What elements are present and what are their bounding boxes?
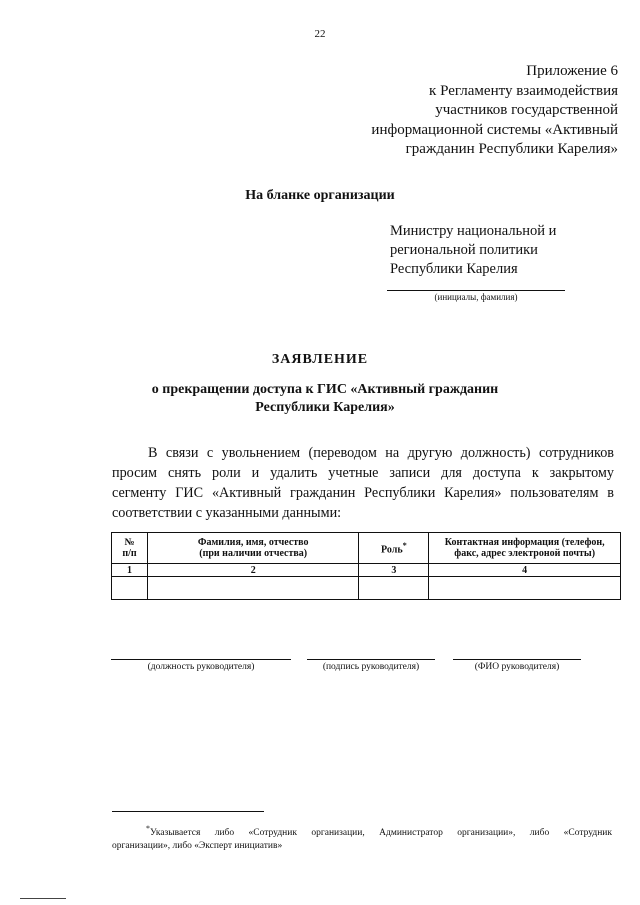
full-name-signature-line <box>453 659 581 660</box>
footnote-mark: * <box>402 541 407 551</box>
body-line: соответствии с указанными данными: <box>112 505 342 521</box>
appendix-line: Приложение 6 <box>526 63 618 79</box>
addressee-block <box>390 222 630 279</box>
position-signature-line <box>111 659 291 660</box>
footnote-text: Указывается либо «Сотрудник организации, Администратор организации», либо «Сотрудник <box>149 828 612 839</box>
body-line: сегменту ГИС «Активный гражданин Республики Карелия» пользователям в <box>112 485 614 501</box>
appendix-line: к Регламенту взаимодействия <box>429 82 618 99</box>
header-contact-info: Контактная информация (телефон, факс, адрес электроной почты) <box>429 533 621 564</box>
appendix-line: гражданин Республики Карелия» <box>405 141 618 157</box>
footnote <box>112 822 612 853</box>
document-subtitle <box>110 381 540 417</box>
signature-line <box>307 659 435 660</box>
body-paragraph <box>112 443 614 523</box>
letterhead-note: На бланке организации <box>245 188 395 203</box>
table-cell <box>429 577 621 600</box>
footnote-text: организации», либо «Эксперт инициатив» <box>112 841 283 852</box>
table-cell: 1 <box>112 564 148 577</box>
table-header-row <box>112 533 621 564</box>
appendix-line: информационной системы «Активный <box>371 121 618 138</box>
users-table <box>111 532 621 600</box>
header-full-name: Фамилия, имя, отчество (при наличии отчества) <box>147 533 359 564</box>
body-line: просим снять роли и удалить учетные записи для доступа к закрытому <box>112 465 614 481</box>
header-role: Роль* <box>359 533 429 564</box>
footnote-mark: * <box>146 824 150 833</box>
table-cell: 2 <box>147 564 359 577</box>
header-number: № п/п <box>112 533 148 564</box>
subtitle-line: Республики Карелия» <box>255 400 395 415</box>
full-name-caption: (ФИО руководителя) <box>474 662 560 672</box>
table-cell <box>147 577 359 600</box>
page-number: 22 <box>314 28 326 40</box>
signature-caption: (подпись руководителя) <box>322 662 420 672</box>
addressee-line: Республики Карелия <box>390 261 518 277</box>
table-row <box>112 577 621 600</box>
scan-edge-line <box>20 898 66 899</box>
table-numbering-row <box>112 564 621 577</box>
addressee-name-line <box>387 290 565 291</box>
addressee-line: Министру национальной и <box>390 223 557 239</box>
table-cell <box>112 577 148 600</box>
addressee-line: региональной политики <box>390 242 538 258</box>
table-cell: 3 <box>359 564 429 577</box>
document-title: ЗАЯВЛЕНИЕ <box>271 352 369 367</box>
footnote-divider <box>112 811 264 812</box>
position-caption: (должность руководителя) <box>147 662 255 672</box>
table-cell: 4 <box>429 564 621 577</box>
appendix-header <box>318 62 618 160</box>
appendix-line: участников государственной <box>435 102 618 118</box>
initials-caption: (инициалы, фамилия) <box>434 292 518 302</box>
subtitle-line: о прекращении доступа к ГИС «Активный гражданин <box>151 382 499 397</box>
body-line: В связи с увольнением (переводом на другую должность) сотрудников <box>148 445 614 461</box>
table-cell <box>359 577 429 600</box>
